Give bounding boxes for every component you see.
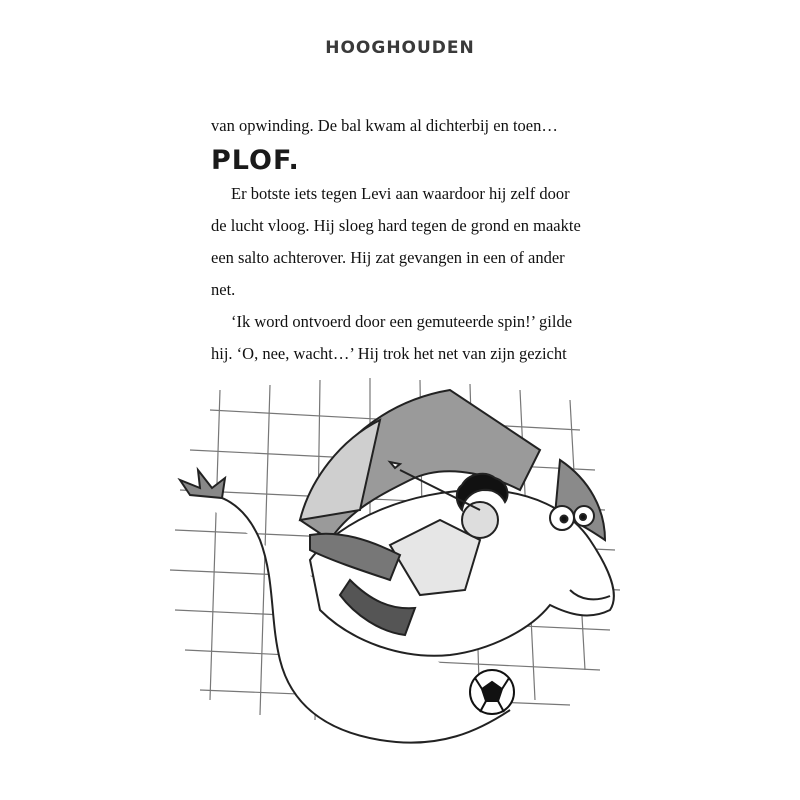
text-line: net. (211, 280, 236, 299)
text-line: van opwinding. De bal kwam al dichterbij en toen… (211, 116, 558, 135)
soccer-ball-icon (470, 670, 514, 714)
dragon-illustration (150, 370, 630, 790)
text-line: Er botste iets tegen Levi aan waardoor hij zelf door (231, 184, 570, 203)
text-line: hij. ‘O, nee, wacht…’ Hij trok het net van zijn gezicht (211, 344, 567, 363)
text-line: een salto achterover. Hij zat gevangen in een of ander (211, 248, 565, 267)
text-line: ‘Ik word ontvoerd door een gemuteerde spin!’ gilde (231, 312, 573, 331)
text-line: de lucht vloog. Hij sloeg hard tegen de grond en maakte (211, 216, 581, 235)
running-head: HOOGHOUDEN (325, 38, 475, 58)
sound-effect-plof: PLOF. (211, 145, 300, 176)
body-text (211, 110, 581, 370)
